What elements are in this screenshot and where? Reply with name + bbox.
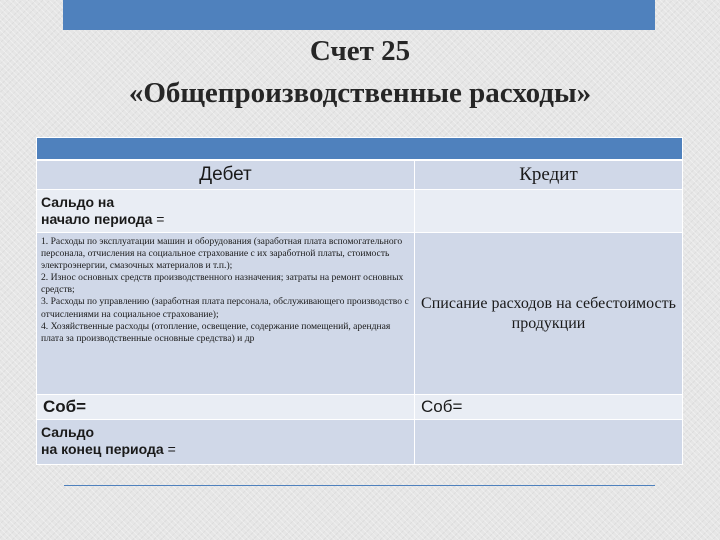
table-header-band <box>37 138 683 161</box>
turnover-items-row <box>37 233 683 395</box>
closing-balance-cell <box>37 420 415 465</box>
slide-title <box>0 30 720 114</box>
opening-eq: = <box>152 211 165 227</box>
closing-balance-row <box>37 420 683 465</box>
opening-label-line-1: Сальдо на <box>41 194 115 210</box>
bottom-divider-line <box>64 485 655 486</box>
debit-item: 3. Расходы по управлению (заработная плата персонала, обслуживающего производство с отчислениями на социальное страхование); <box>41 296 409 320</box>
opening-balance-row <box>37 190 683 233</box>
closing-credit-cell <box>415 420 683 465</box>
opening-label-line-2: начало периода <box>41 211 153 227</box>
debit-header: Дебет <box>37 160 415 190</box>
debit-item: 4. Хозяйственные расходы (отопление, освещение, содержание помещений, арендная плата за производственные основные средства) и др <box>41 320 391 344</box>
opening-balance-cell <box>37 190 415 233</box>
credit-writeoff-cell: Списание расходов на себестоимость продукции <box>415 233 683 395</box>
closing-label-line-1: Сальдо <box>41 424 95 440</box>
account-table <box>36 137 683 465</box>
debit-item: 2. Износ основных средств производственного назначения; затраты на ремонт основных средств; <box>41 272 404 296</box>
closing-label-line-2: на конец периода <box>41 441 164 457</box>
credit-header: Кредит <box>415 160 683 190</box>
top-accent-bar <box>63 0 655 30</box>
credit-turnover: Соб= <box>415 395 683 420</box>
debit-turnover: Соб= <box>37 395 415 420</box>
debit-item: 1. Расходы по эксплуатации машин и оборудования (заработная плата вспомогательного персонала, отчисления на социальное страхование с их заработной платы, стоимость электроэнергии, смазочных материалов и т.п.); <box>41 236 403 272</box>
turnover-row <box>37 395 683 420</box>
table-column-headers <box>37 160 683 190</box>
closing-eq: = <box>163 441 176 457</box>
title-line-1: Счет 25 <box>309 35 411 67</box>
debit-items-cell <box>37 233 415 395</box>
opening-credit-cell <box>415 190 683 233</box>
title-line-2: «Общепроизводственные расходы» <box>128 77 592 109</box>
